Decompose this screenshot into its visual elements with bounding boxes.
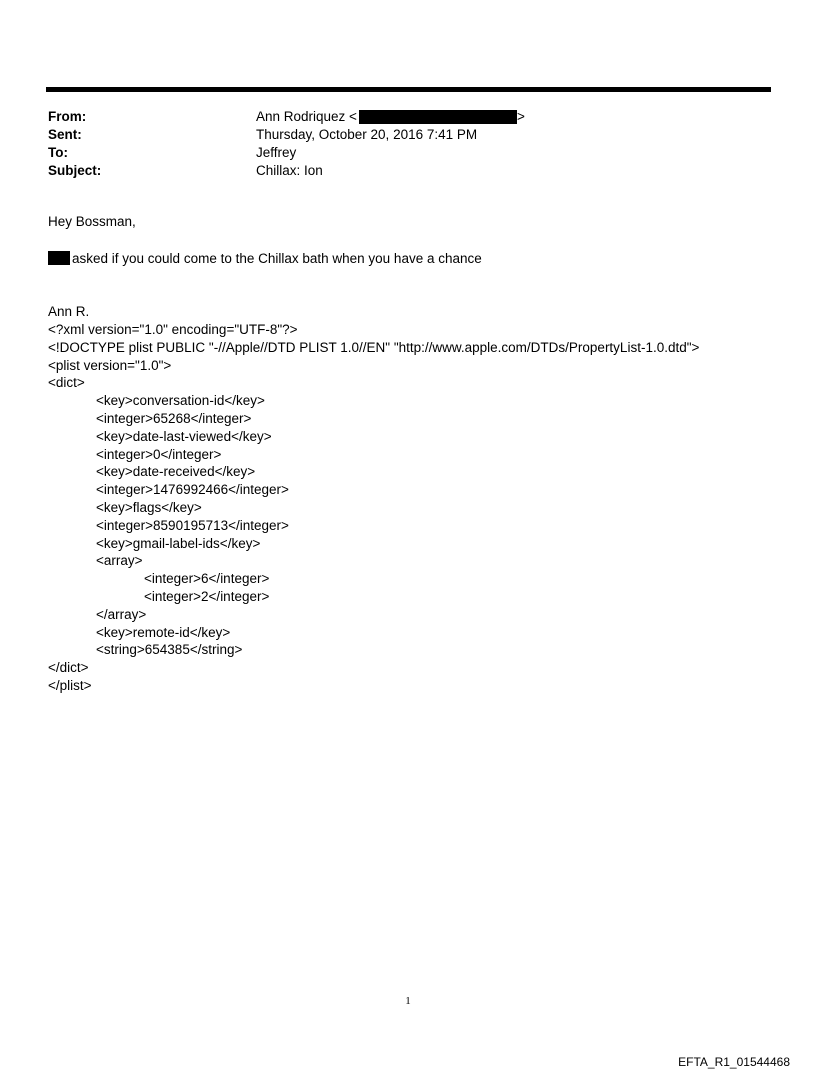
plist-xml-block [48, 321, 768, 695]
redacted-name-block [48, 251, 70, 265]
xml-line: <integer>2</integer> [144, 588, 270, 604]
email-header [48, 108, 748, 180]
xml-line: <dict> [48, 375, 85, 391]
xml-line: <key>gmail-label-ids</key> [96, 535, 261, 551]
header-label-subject: Subject: [48, 163, 102, 178]
header-row-to [48, 144, 748, 162]
xml-line: <integer>65268</integer> [96, 410, 252, 426]
header-row-from [48, 108, 748, 126]
redacted-email-block [359, 110, 517, 124]
header-value-from [256, 108, 525, 126]
xml-line: <!DOCTYPE plist PUBLIC "-//Apple//DTD PLIST 1.0//EN" "http://www.apple.com/DTDs/PropertyList-1.0.dtd"> [48, 339, 700, 355]
xml-line: <integer>1476992466</integer> [96, 482, 289, 498]
xml-line: <key>remote-id</key> [96, 624, 231, 640]
header-row-sent [48, 126, 748, 144]
header-value-sent: Thursday, October 20, 2016 7:41 PM [256, 127, 478, 142]
xml-line: <array> [96, 553, 143, 569]
xml-line: <string>654385</string> [96, 642, 243, 658]
xml-line: <key>conversation-id</key> [96, 393, 265, 409]
greeting-line: Hey Bossman, [48, 214, 136, 229]
page-number: 1 [405, 995, 411, 1007]
message-line [48, 250, 768, 268]
xml-line: <integer>8590195713</integer> [96, 517, 289, 533]
header-value-subject: Chillax: Ion [256, 163, 323, 178]
xml-line: <?xml version="1.0" encoding="UTF-8"?> [48, 322, 298, 337]
xml-line: <integer>0</integer> [96, 446, 222, 462]
xml-line: <integer>6</integer> [144, 571, 270, 587]
xml-line: <key>flags</key> [96, 499, 202, 515]
sender-name: Ann Rodriquez < [256, 109, 357, 124]
xml-line: </array> [96, 606, 147, 622]
header-value-to: Jeffrey [256, 145, 297, 160]
header-row-subject [48, 162, 748, 180]
xml-line: <key>date-last-viewed</key> [96, 428, 272, 444]
sender-email-close: > [516, 109, 525, 124]
email-body [48, 213, 768, 695]
document-id-stamp: EFTA_R1_01544468 [678, 1055, 790, 1069]
xml-line: </dict> [48, 660, 89, 676]
message-text: asked if you could come to the Chillax bath when you have a chance [72, 251, 482, 266]
header-divider-rule [46, 87, 771, 92]
header-label-from: From: [48, 109, 87, 124]
xml-line: <plist version="1.0"> [48, 357, 172, 373]
header-label-to: To: [48, 145, 68, 160]
xml-line: </plist> [48, 677, 92, 693]
xml-line: <key>date-received</key> [96, 464, 256, 480]
signature-line: Ann R. [48, 304, 90, 319]
header-label-sent: Sent: [48, 127, 82, 142]
